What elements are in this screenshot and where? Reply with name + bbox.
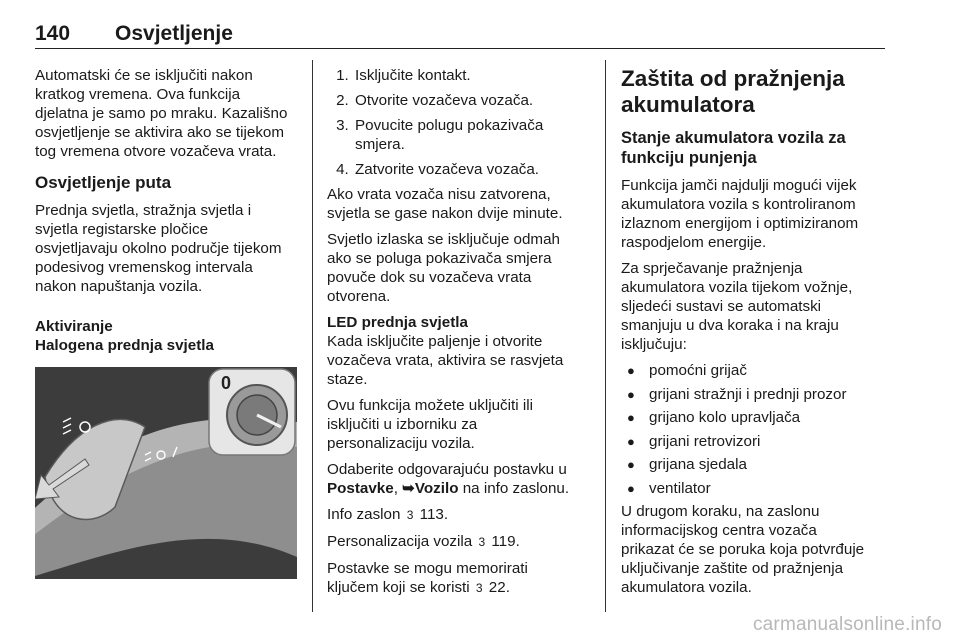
page-link[interactable]: 22. <box>488 579 510 596</box>
header-divider <box>35 48 885 49</box>
section-heading-exit-lighting: Osvjetljenje puta <box>35 173 172 192</box>
list-item: ● grijano kolo upravljača <box>649 408 885 427</box>
column-2 <box>327 66 589 605</box>
label-activation: Aktiviranje <box>35 318 113 335</box>
switch-position-zero: 0 <box>221 373 232 393</box>
list-item: ● pomoćni grijač <box>649 361 885 380</box>
page-reference-icon: 3 <box>475 581 483 595</box>
page-link[interactable]: 113. <box>419 506 449 523</box>
list-item: ● grijana sjedala <box>649 455 885 474</box>
cross-reference-info-display: Info zaslon 3 113. <box>327 506 449 523</box>
page-reference-icon: 3 <box>406 508 414 522</box>
menu-vehicle: Vozilo <box>414 480 459 497</box>
list-item: 3. Povucite polugu pokazivača smjera. <box>353 116 589 154</box>
stalk-drawing <box>35 367 297 579</box>
paragraph-battery-function: Funkcija jamči najdulji mogući vijek akumulatora vozila s kontroliranom izlaznom energijom i optimiziranom raspodjelom energije. <box>621 177 859 251</box>
chapter-title: Osvjetljenje <box>115 22 233 45</box>
column-1 <box>35 66 297 579</box>
list-item: ● ventilator <box>649 479 885 498</box>
paragraph-discharge-prevention: Za sprječavanje pražnjenja akumulatora vozila tijekom vožnje, sljedeći sustavi se automatski smanjuju u dva koraka i na kraju isključuju: <box>621 260 853 353</box>
page-number: 140 <box>35 22 71 45</box>
intro-paragraph: Automatski će se isključiti nakon kratkog vremena. Ova funkcija djelatna je samo po mraku. Kazališno osvjetljenje se aktivira ako se tijekom tog vremena otvore vozačeva vrata. <box>35 67 288 160</box>
paragraph-second-step: U drugom koraku, na zaslonu informacijskog centra vozača prikazat će se poruka koja potvrđuje uključivanje zaštite od pražnjenja akumulatora vozila. <box>621 503 865 596</box>
paragraph-key-memory: Postavke se mogu memorirati ključem koji se koristi 3 22. <box>327 560 528 596</box>
paragraph-exit-light-off: Svjetlo izlaska se isključuje odmah ako se poluga pokazivača smjera povuče dok su vozačeva vrata otvorena. <box>327 231 560 305</box>
list-item: ● grijani stražnji i prednji prozor <box>649 385 885 404</box>
menu-settings: Postavke <box>327 480 394 497</box>
arrow-right-icon: ➥ <box>402 480 415 497</box>
page-reference-icon: 3 <box>478 535 486 549</box>
column-3 <box>621 66 885 604</box>
steps-list <box>327 66 589 179</box>
exit-lighting-paragraph: Prednja svjetla, stražnja svjetla i svjetla registarske pločice osvjetljavaju okolno područje tijekom podesivog vremenskog intervala nakon napuštanja vozila. <box>35 202 282 295</box>
paragraph-door-open: Ako vrata vozača nisu zatvorena, svjetla se gase nakon dvije minute. <box>327 186 563 222</box>
paragraph-led: Kada isključite paljenje i otvorite vozačeva vrata, aktivira se rasvjeta staze. <box>327 333 564 388</box>
list-item: 1. Isključite kontakt. <box>353 66 589 85</box>
subheading-battery-state: Stanje akumulatora vozila za funkciju punjenja <box>621 129 846 167</box>
spacer <box>35 303 297 317</box>
paragraph-settings-path: Odaberite odgovarajuću postavku u Postavke, ➥Vozilo na info zaslonu. <box>327 461 570 497</box>
column-divider-1 <box>312 60 313 612</box>
systems-list <box>621 361 885 498</box>
column-divider-2 <box>605 60 606 612</box>
section-heading-battery-protection: Zaštita od pražnjenja akumulatora <box>621 66 845 117</box>
page-header <box>35 20 885 50</box>
list-item: 4. Zatvorite vozačeva vozača. <box>353 160 589 179</box>
paragraph-personalization: Ovu funkcija možete uključiti ili isključiti u izborniku za personalizaciju vozila. <box>327 397 533 452</box>
list-item: 2. Otvorite vozačeva vozača. <box>353 91 589 110</box>
headlight-stalk-illustration <box>35 367 297 579</box>
page-link[interactable]: 119. <box>491 533 520 550</box>
list-item: ● grijani retrovizori <box>649 432 885 451</box>
label-halogen-headlights: Halogena prednja svjetla <box>35 337 214 354</box>
site-watermark: carmanualsonline.info <box>752 614 942 635</box>
cross-reference-personalization: Personalizacija vozila 3 119. <box>327 533 520 550</box>
label-led-headlights: LED prednja svjetla <box>327 314 468 331</box>
